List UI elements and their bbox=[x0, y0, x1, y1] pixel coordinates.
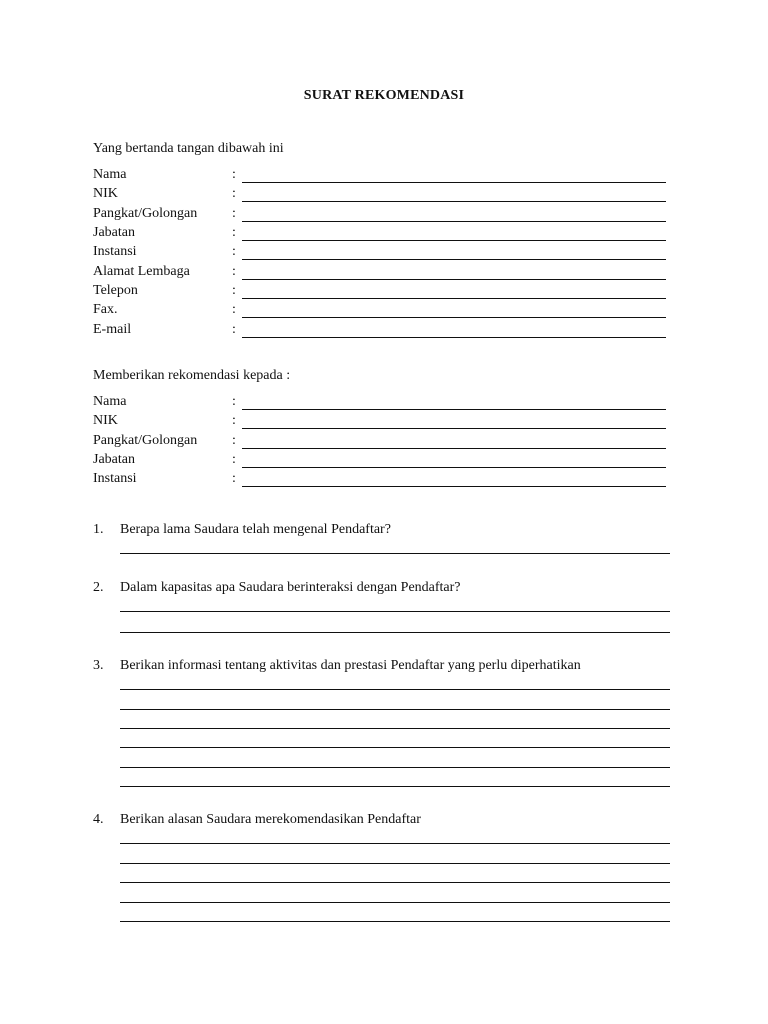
signer-field-nik[interactable] bbox=[93, 186, 673, 205]
answer-line[interactable] bbox=[120, 611, 670, 612]
field-fill-line[interactable] bbox=[242, 259, 666, 260]
answer-line[interactable] bbox=[120, 632, 670, 633]
recommendee-field-jabatan[interactable] bbox=[93, 452, 673, 471]
field-fill-line[interactable] bbox=[242, 448, 666, 449]
field-fill-line[interactable] bbox=[242, 279, 666, 280]
recommendee-field-nik[interactable] bbox=[93, 413, 673, 432]
field-colon: : bbox=[232, 244, 236, 259]
field-label: Instansi bbox=[93, 244, 137, 259]
answer-line[interactable] bbox=[120, 882, 670, 883]
field-label: Alamat Lembaga bbox=[93, 264, 190, 279]
answer-line[interactable] bbox=[120, 902, 670, 903]
field-colon: : bbox=[232, 206, 236, 221]
field-label: Jabatan bbox=[93, 452, 135, 467]
field-fill-line[interactable] bbox=[242, 298, 666, 299]
signer-field-jabatan[interactable] bbox=[93, 225, 673, 244]
question-number: 4. bbox=[93, 812, 104, 827]
field-fill-line[interactable] bbox=[242, 337, 666, 338]
question-text: Berikan informasi tentang aktivitas dan prestasi Pendaftar yang perlu diperhatikan bbox=[120, 658, 581, 673]
answer-line[interactable] bbox=[120, 863, 670, 864]
field-label: Pangkat/Golongan bbox=[93, 433, 198, 448]
answer-line[interactable] bbox=[120, 747, 670, 748]
field-label: NIK bbox=[93, 413, 118, 428]
field-fill-line[interactable] bbox=[242, 240, 666, 241]
field-fill-line[interactable] bbox=[242, 428, 666, 429]
answer-line[interactable] bbox=[120, 689, 670, 690]
answer-line[interactable] bbox=[120, 709, 670, 710]
section1-intro: Yang bertanda tangan dibawah ini bbox=[93, 141, 284, 156]
field-colon: : bbox=[232, 264, 236, 279]
section2-intro: Memberikan rekomendasi kepada : bbox=[93, 368, 291, 383]
field-label: E-mail bbox=[93, 322, 132, 337]
field-colon: : bbox=[232, 225, 236, 240]
document-title: SURAT REKOMENDASI bbox=[303, 88, 465, 103]
field-label: Pangkat/Golongan bbox=[93, 206, 198, 221]
field-label: Fax. bbox=[93, 302, 118, 317]
question-number: 2. bbox=[93, 580, 104, 595]
recommendee-field-nama[interactable] bbox=[93, 394, 673, 413]
field-colon: : bbox=[232, 186, 236, 201]
field-fill-line[interactable] bbox=[242, 409, 666, 410]
field-label: Jabatan bbox=[93, 225, 135, 240]
answer-line[interactable] bbox=[120, 767, 670, 768]
signer-field-nama[interactable] bbox=[93, 167, 673, 186]
answer-line[interactable] bbox=[120, 728, 670, 729]
field-colon: : bbox=[232, 322, 236, 337]
field-colon: : bbox=[232, 433, 236, 448]
field-label: Nama bbox=[93, 394, 127, 409]
question-text: Berapa lama Saudara telah mengenal Pendaftar? bbox=[120, 522, 391, 537]
field-colon: : bbox=[232, 452, 236, 467]
field-colon: : bbox=[232, 302, 236, 317]
field-fill-line[interactable] bbox=[242, 221, 666, 222]
signer-field-alamat-lembaga[interactable] bbox=[93, 264, 673, 283]
signer-field-pangkat-golongan[interactable] bbox=[93, 206, 673, 225]
question-number: 1. bbox=[93, 522, 104, 537]
field-fill-line[interactable] bbox=[242, 317, 666, 318]
field-fill-line[interactable] bbox=[242, 467, 666, 468]
recommendee-field-pangkat-golongan[interactable] bbox=[93, 433, 673, 452]
field-label: Nama bbox=[93, 167, 127, 182]
field-colon: : bbox=[232, 283, 236, 298]
signer-field-telepon[interactable] bbox=[93, 283, 673, 302]
signer-field-instansi[interactable] bbox=[93, 244, 673, 263]
field-label: Telepon bbox=[93, 283, 138, 298]
answer-line[interactable] bbox=[120, 553, 670, 554]
question-text: Berikan alasan Saudara merekomendasikan Pendaftar bbox=[120, 812, 421, 827]
field-fill-line[interactable] bbox=[242, 486, 666, 487]
field-colon: : bbox=[232, 471, 236, 486]
field-fill-line[interactable] bbox=[242, 182, 666, 183]
signer-field-fax[interactable] bbox=[93, 302, 673, 321]
recommendee-field-instansi[interactable] bbox=[93, 471, 673, 490]
field-fill-line[interactable] bbox=[242, 201, 666, 202]
field-label: NIK bbox=[93, 186, 118, 201]
answer-line[interactable] bbox=[120, 843, 670, 844]
field-colon: : bbox=[232, 167, 236, 182]
answer-line[interactable] bbox=[120, 921, 670, 922]
question-number: 3. bbox=[93, 658, 104, 673]
question-text: Dalam kapasitas apa Saudara berinteraksi dengan Pendaftar? bbox=[120, 580, 461, 595]
field-label: Instansi bbox=[93, 471, 137, 486]
answer-line[interactable] bbox=[120, 786, 670, 787]
field-colon: : bbox=[232, 413, 236, 428]
signer-field-email[interactable] bbox=[93, 322, 673, 341]
field-colon: : bbox=[232, 394, 236, 409]
